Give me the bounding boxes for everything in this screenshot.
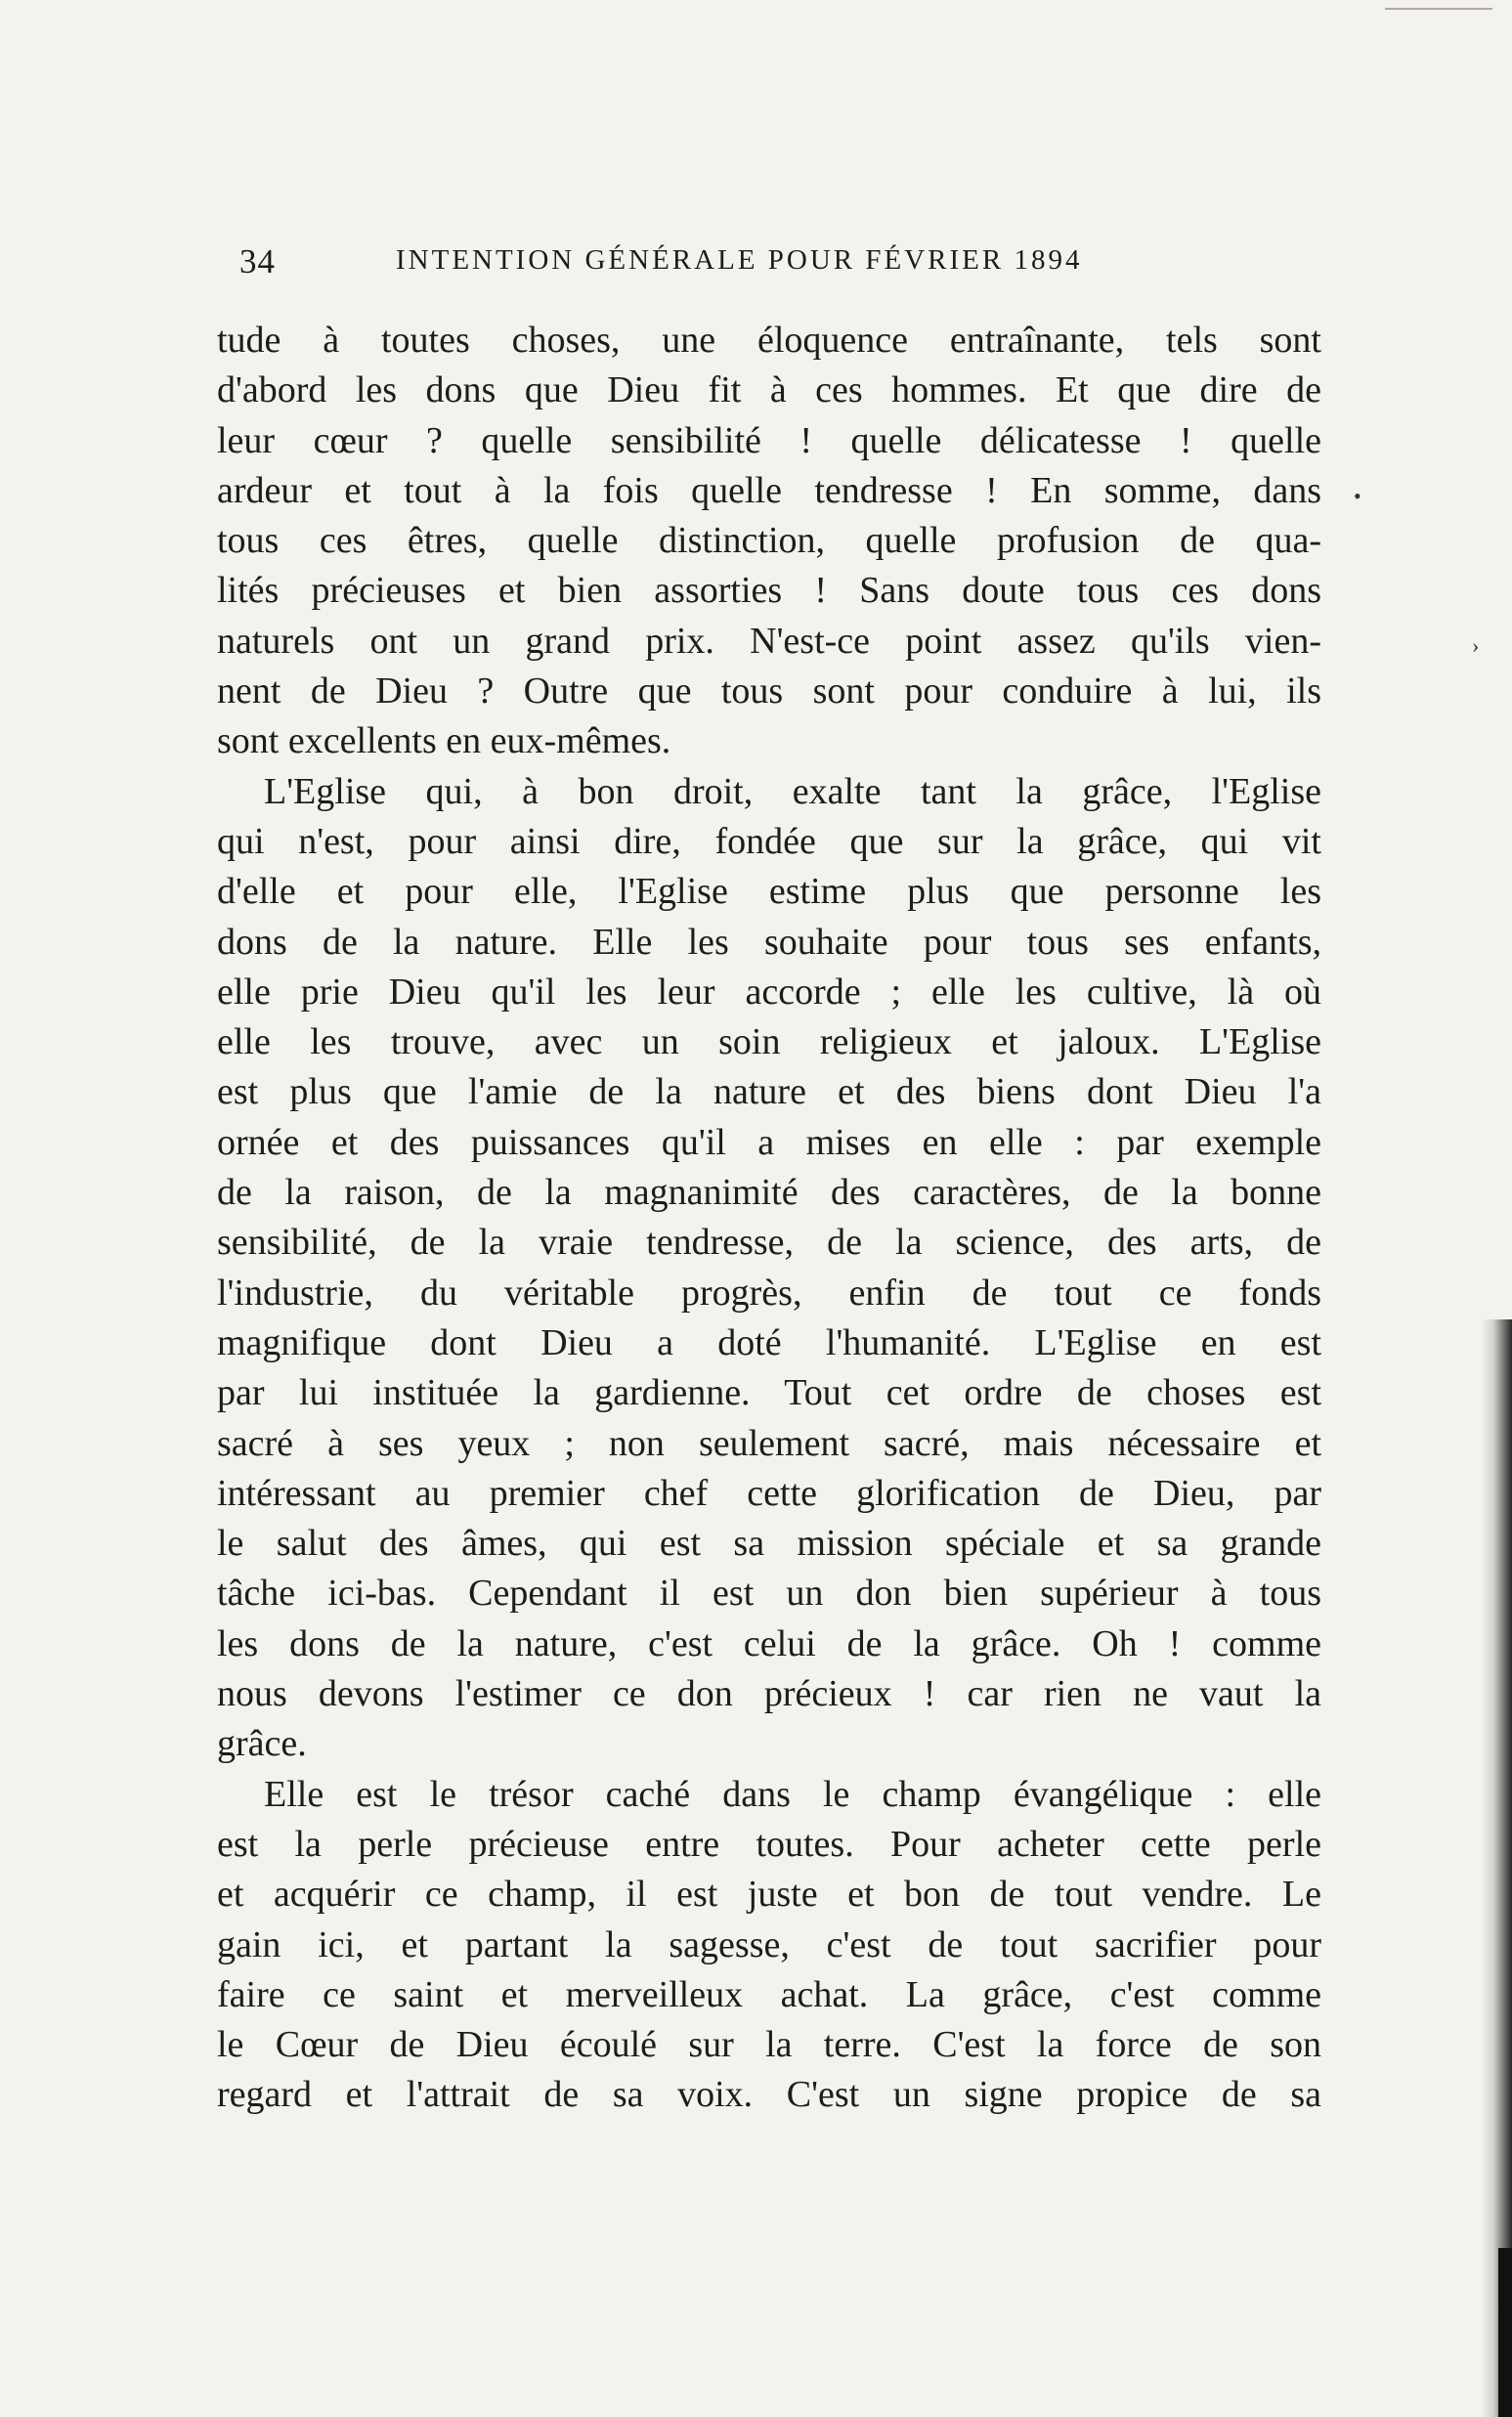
text-line: le Cœur de Dieu écoulé sur la terre. C'est la force de son [217,2024,1321,2066]
text-line: par lui instituée la gardienne. Tout cet ordre de choses est [217,1372,1321,1414]
text-line: l'industrie, du véritable progrès, enfin de tout ce fonds [217,1272,1321,1314]
text-line: lités précieuses et bien assorties ! Sans doute tous ces dons [217,570,1321,612]
paragraph-start-line: L'Eglise qui, à bon droit, exalte tant la grâce, l'Eglise [264,770,1321,812]
text-line: les dons de la nature, c'est celui de la grâce. Oh ! comme [217,1622,1321,1664]
text-line: est la perle précieuse entre toutes. Pour acheter cette perle [217,1823,1321,1865]
margin-dot: › [1472,633,1480,658]
text-line: tâche ici-bas. Cependant il est un don bien supérieur à tous [217,1573,1321,1615]
text-line: nous devons l'estimer ce don précieux ! car rien ne vaut la [217,1673,1321,1715]
text-line: regard et l'attrait de sa voix. C'est un signe propice de sa [217,2074,1321,2116]
text-line: leur cœur ? quelle sensibilité ! quelle délicatesse ! quelle [217,419,1321,461]
text-line: d'abord les dons que Dieu fit à ces hommes. Et que dire de [217,369,1321,411]
text-line: est plus que l'amie de la nature et des biens dont Dieu l'a [217,1071,1321,1113]
text-line: nent de Dieu ? Outre que tous sont pour conduire à lui, ils [217,670,1321,712]
text-line: ardeur et tout à la fois quelle tendresse ! En somme, dans [217,469,1321,511]
margin-dot: • [1354,484,1361,508]
text-line: magnifique dont Dieu a doté l'humanité. L'Eglise en est [217,1321,1321,1363]
text-line: ornée et des puissances qu'il a mises en elle : par exemple [217,1121,1321,1163]
text-line: elle les trouve, avec un soin religieux et jaloux. L'Eglise [217,1021,1321,1063]
text-line: gain ici, et partant la sagesse, c'est de tout sacrifier pour [217,1923,1321,1965]
paragraph-start-line: Elle est le trésor caché dans le champ évangélique : elle [264,1773,1321,1815]
text-line: elle prie Dieu qu'il les leur accorde ; elle les cultive, là où [217,971,1321,1013]
scan-edge-rule [1385,8,1492,10]
running-head [239,242,1217,291]
text-line: sacré à ses yeux ; non seulement sacré, mais nécessaire et [217,1422,1321,1464]
text-line: naturels ont un grand prix. N'est-ce point assez qu'ils vien- [217,620,1321,662]
page-edge-dark [1498,2248,1512,2417]
text-line: sont excellents en eux-mêmes. [217,720,671,762]
text-line: et acquérir ce champ, il est juste et bon de tout vendre. Le [217,1874,1321,1916]
text-line: d'elle et pour elle, l'Eglise estime plus que personne les [217,871,1321,913]
page-number: 34 [239,242,276,281]
text-line: tous ces êtres, quelle distinction, quelle profusion de qua- [217,520,1321,562]
text-line: faire ce saint et merveilleux achat. La grâce, c'est comme [217,1973,1321,2015]
text-line: tude à toutes choses, une éloquence entraînante, tels sont [217,320,1321,361]
text-line: grâce. [217,1723,307,1765]
text-line: le salut des âmes, qui est sa mission spéciale et sa grande [217,1523,1321,1565]
text-line: intéressant au premier chef cette glorification de Dieu, par [217,1472,1321,1514]
running-head-title: INTENTION GÉNÉRALE POUR FÉVRIER 1894 [396,244,1083,276]
text-line: qui n'est, pour ainsi dire, fondée que sur la grâce, qui vit [217,820,1321,862]
body-text [217,316,1321,2121]
text-line: dons de la nature. Elle les souhaite pour tous ses enfants, [217,921,1321,963]
text-line: sensibilité, de la vraie tendresse, de la science, des arts, de [217,1222,1321,1264]
text-line: de la raison, de la magnanimité des caractères, de la bonne [217,1172,1321,1214]
